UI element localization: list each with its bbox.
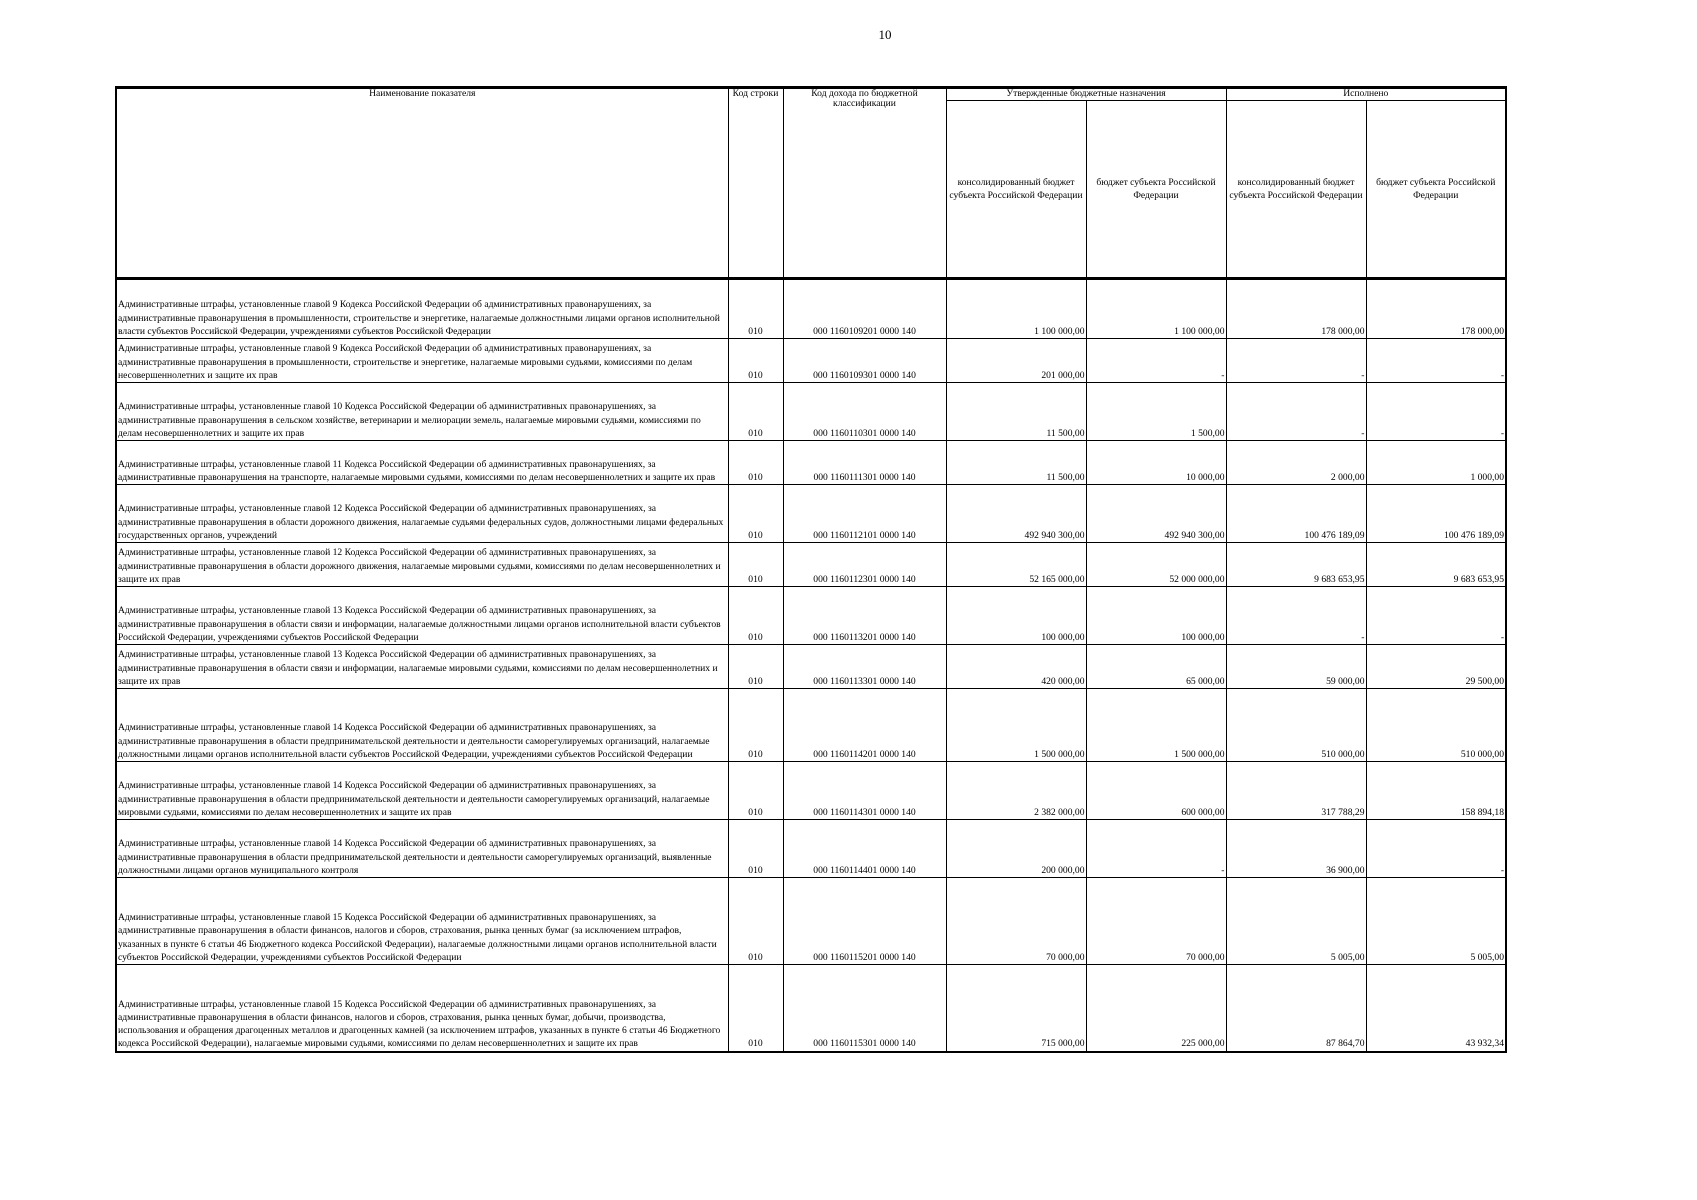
row-executed-consolidated: 9 683 653,95 bbox=[1226, 543, 1366, 587]
row-executed-consolidated: 317 788,29 bbox=[1226, 762, 1366, 820]
row-name: Административные штрафы, установленные главой 10 Кодекса Российской Федерации об административных правонарушениях, за административные правонарушения в сельском хозяйстве, ветеринарии и мелиорации земель, налагаемые мировыми судьями, комиссиями по делам несовершеннолетних и защите их прав bbox=[116, 383, 728, 441]
row-executed-subject: 100 476 189,09 bbox=[1366, 485, 1506, 543]
row-name: Административные штрафы, установленные главой 15 Кодекса Российской Федерации об административных правонарушениях, за административные правонарушения в области финансов, налогов и сборов, страхования, рынка ценных бумаг, добычи, производства, использования и обращения драгоценных металлов и драгоценных камней (за исключением штрафов, указанных в пункте 6 статьи 46 Бюджетного кодекса Российской Федерации), налагаемые мировыми судьями, комиссиями по делам несовершеннолетних и защите их прав bbox=[116, 965, 728, 1052]
row-approved-subject: 1 100 000,00 bbox=[1086, 279, 1226, 339]
row-approved-consolidated: 70 000,00 bbox=[946, 878, 1086, 965]
row-name: Административные штрафы, установленные главой 14 Кодекса Российской Федерации об административных правонарушениях, за административные правонарушения в области предпринимательской деятельности и деятельности саморегулируемых организаций, налагаемые должностными лицами органов исполнительной власти субъектов Российской Федерации, учреждениями субъектов Российской Федерации bbox=[116, 689, 728, 762]
table-row bbox=[116, 587, 1506, 645]
row-executed-consolidated: - bbox=[1226, 587, 1366, 645]
row-approved-subject: 600 000,00 bbox=[1086, 762, 1226, 820]
row-approved-consolidated: 100 000,00 bbox=[946, 587, 1086, 645]
row-line-code: 010 bbox=[728, 878, 783, 965]
row-name: Административные штрафы, установленные главой 15 Кодекса Российской Федерации об административных правонарушениях, за административные правонарушения в области финансов, налогов и сборов, страхования, рынка ценных бумаг (за исключением штрафов, указанных в пункте 6 статьи 46 Бюджетного кодекса Российской Федерации), налагаемые должностными лицами органов исполнительной власти субъектов Российской Федерации, учреждениями субъектов Российской Федерации bbox=[116, 878, 728, 965]
row-name: Административные штрафы, установленные главой 13 Кодекса Российской Федерации об административных правонарушениях, за административные правонарушения в области связи и информации, налагаемые мировыми судьями, комиссиями по делам несовершеннолетних и защите их прав bbox=[116, 645, 728, 689]
row-approved-consolidated: 715 000,00 bbox=[946, 965, 1086, 1052]
header-executed-subject: бюджет субъекта Российской Федерации bbox=[1366, 101, 1506, 279]
row-name: Административные штрафы, установленные главой 12 Кодекса Российской Федерации об административных правонарушениях, за административные правонарушения в области дорожного движения, налагаемые мировыми судьями, комиссиями по делам несовершеннолетних и защите их прав bbox=[116, 543, 728, 587]
row-line-code: 010 bbox=[728, 689, 783, 762]
row-approved-subject: 52 000 000,00 bbox=[1086, 543, 1226, 587]
row-approved-consolidated: 52 165 000,00 bbox=[946, 543, 1086, 587]
row-approved-consolidated: 492 940 300,00 bbox=[946, 485, 1086, 543]
row-executed-consolidated: - bbox=[1226, 383, 1366, 441]
table-row bbox=[116, 383, 1506, 441]
row-line-code: 010 bbox=[728, 645, 783, 689]
row-income-code: 000 1160115301 0000 140 bbox=[783, 965, 946, 1052]
table-row bbox=[116, 965, 1506, 1052]
table-body bbox=[116, 279, 1506, 1052]
row-name: Административные штрафы, установленные главой 9 Кодекса Российской Федерации об административных правонарушениях, за административные правонарушения в промышленности, строительстве и энергетике, налагаемые мировыми судьями, комиссиями по делам несовершеннолетних и защите их прав bbox=[116, 339, 728, 383]
header-name: Наименование показателя bbox=[116, 88, 728, 279]
row-line-code: 010 bbox=[728, 383, 783, 441]
row-line-code: 010 bbox=[728, 587, 783, 645]
row-approved-consolidated: 1 100 000,00 bbox=[946, 279, 1086, 339]
row-name: Административные штрафы, установленные главой 14 Кодекса Российской Федерации об административных правонарушениях, за административные правонарушения в области предпринимательской деятельности и деятельности саморегулируемых организаций, выявленные должностными лицами органов муниципального контроля bbox=[116, 820, 728, 878]
row-executed-consolidated: - bbox=[1226, 339, 1366, 383]
row-approved-consolidated: 201 000,00 bbox=[946, 339, 1086, 383]
row-income-code: 000 1160115201 0000 140 bbox=[783, 878, 946, 965]
row-name: Административные штрафы, установленные главой 12 Кодекса Российской Федерации об административных правонарушениях, за административные правонарушения в области дорожного движения, налагаемые судьями федеральных судов, должностными лицами федеральных государственных органов, учреждений bbox=[116, 485, 728, 543]
row-approved-consolidated: 200 000,00 bbox=[946, 820, 1086, 878]
row-executed-subject: 9 683 653,95 bbox=[1366, 543, 1506, 587]
row-line-code: 010 bbox=[728, 543, 783, 587]
table-row bbox=[116, 441, 1506, 485]
row-executed-subject: - bbox=[1366, 339, 1506, 383]
row-line-code: 010 bbox=[728, 485, 783, 543]
table-row bbox=[116, 878, 1506, 965]
table-row bbox=[116, 762, 1506, 820]
row-executed-subject: 158 894,18 bbox=[1366, 762, 1506, 820]
row-executed-consolidated: 59 000,00 bbox=[1226, 645, 1366, 689]
row-income-code: 000 1160113301 0000 140 bbox=[783, 645, 946, 689]
row-executed-subject: 510 000,00 bbox=[1366, 689, 1506, 762]
row-income-code: 000 1160114301 0000 140 bbox=[783, 762, 946, 820]
header-executed-consolidated: консолидированный бюджет субъекта Российской Федерации bbox=[1226, 101, 1366, 279]
table-row bbox=[116, 645, 1506, 689]
row-income-code: 000 1160109201 0000 140 bbox=[783, 279, 946, 339]
header-approved-consolidated: консолидированный бюджет субъекта Российской Федерации bbox=[946, 101, 1086, 279]
row-executed-consolidated: 100 476 189,09 bbox=[1226, 485, 1366, 543]
row-executed-subject: 43 932,34 bbox=[1366, 965, 1506, 1052]
row-approved-subject: 492 940 300,00 bbox=[1086, 485, 1226, 543]
row-income-code: 000 1160113201 0000 140 bbox=[783, 587, 946, 645]
row-executed-consolidated: 510 000,00 bbox=[1226, 689, 1366, 762]
table-row bbox=[116, 543, 1506, 587]
row-approved-subject: 1 500 000,00 bbox=[1086, 689, 1226, 762]
row-name: Административные штрафы, установленные главой 9 Кодекса Российской Федерации об административных правонарушениях, за административные правонарушения в промышленности, строительстве и энергетике, налагаемые должностными лицами органов исполнительной власти субъектов Российской Федерации, учреждениями субъектов Российской Федерации bbox=[116, 279, 728, 339]
row-executed-consolidated: 5 005,00 bbox=[1226, 878, 1366, 965]
row-executed-subject: 178 000,00 bbox=[1366, 279, 1506, 339]
row-approved-subject: 1 500,00 bbox=[1086, 383, 1226, 441]
row-approved-subject: - bbox=[1086, 820, 1226, 878]
row-approved-consolidated: 420 000,00 bbox=[946, 645, 1086, 689]
table-row bbox=[116, 279, 1506, 339]
row-approved-consolidated: 2 382 000,00 bbox=[946, 762, 1086, 820]
row-executed-subject: - bbox=[1366, 587, 1506, 645]
row-income-code: 000 1160114401 0000 140 bbox=[783, 820, 946, 878]
row-executed-consolidated: 36 900,00 bbox=[1226, 820, 1366, 878]
row-line-code: 010 bbox=[728, 820, 783, 878]
table-row bbox=[116, 820, 1506, 878]
row-approved-subject: 70 000,00 bbox=[1086, 878, 1226, 965]
row-name: Административные штрафы, установленные главой 11 Кодекса Российской Федерации об административных правонарушениях, за административные правонарушения на транспорте, налагаемые мировыми судьями, комиссиями по делам несовершеннолетних и защите их прав bbox=[116, 441, 728, 485]
row-approved-subject: 225 000,00 bbox=[1086, 965, 1226, 1052]
row-executed-consolidated: 178 000,00 bbox=[1226, 279, 1366, 339]
row-executed-consolidated: 2 000,00 bbox=[1226, 441, 1366, 485]
row-income-code: 000 1160114201 0000 140 bbox=[783, 689, 946, 762]
row-line-code: 010 bbox=[728, 762, 783, 820]
row-executed-consolidated: 87 864,70 bbox=[1226, 965, 1366, 1052]
row-approved-consolidated: 11 500,00 bbox=[946, 441, 1086, 485]
row-income-code: 000 1160110301 0000 140 bbox=[783, 383, 946, 441]
row-approved-subject: 10 000,00 bbox=[1086, 441, 1226, 485]
header-income-code: Код дохода по бюджетной классификации bbox=[783, 88, 946, 279]
row-income-code: 000 1160112301 0000 140 bbox=[783, 543, 946, 587]
table-row bbox=[116, 689, 1506, 762]
header-approved-group: Утвержденные бюджетные назначения bbox=[946, 88, 1226, 101]
budget-report-table bbox=[115, 86, 1507, 1053]
row-executed-subject: - bbox=[1366, 383, 1506, 441]
row-executed-subject: 5 005,00 bbox=[1366, 878, 1506, 965]
row-approved-subject: 100 000,00 bbox=[1086, 587, 1226, 645]
row-approved-consolidated: 1 500 000,00 bbox=[946, 689, 1086, 762]
table-row bbox=[116, 485, 1506, 543]
row-executed-subject: - bbox=[1366, 820, 1506, 878]
row-name: Административные штрафы, установленные главой 14 Кодекса Российской Федерации об административных правонарушениях, за административные правонарушения в области предпринимательской деятельности и деятельности саморегулируемых организаций, налагаемые мировыми судьями, комиссиями по делам несовершеннолетних и защите их прав bbox=[116, 762, 728, 820]
row-income-code: 000 1160109301 0000 140 bbox=[783, 339, 946, 383]
row-income-code: 000 1160112101 0000 140 bbox=[783, 485, 946, 543]
row-line-code: 010 bbox=[728, 965, 783, 1052]
row-line-code: 010 bbox=[728, 339, 783, 383]
page-number: 10 bbox=[878, 27, 892, 42]
row-approved-consolidated: 11 500,00 bbox=[946, 383, 1086, 441]
row-line-code: 010 bbox=[728, 441, 783, 485]
row-executed-subject: 1 000,00 bbox=[1366, 441, 1506, 485]
header-line-code: Код строки bbox=[728, 88, 783, 279]
row-name: Административные штрафы, установленные главой 13 Кодекса Российской Федерации об административных правонарушениях, за административные правонарушения в области связи и информации, налагаемые должностными лицами органов исполнительной власти субъектов Российской Федерации, учреждениями субъектов Российской Федерации bbox=[116, 587, 728, 645]
row-approved-subject: 65 000,00 bbox=[1086, 645, 1226, 689]
header-approved-subject: бюджет субъекта Российской Федерации bbox=[1086, 101, 1226, 279]
row-line-code: 010 bbox=[728, 279, 783, 339]
table-row bbox=[116, 339, 1506, 383]
header-executed-group: Исполнено bbox=[1226, 88, 1506, 101]
row-executed-subject: 29 500,00 bbox=[1366, 645, 1506, 689]
row-approved-subject: - bbox=[1086, 339, 1226, 383]
row-income-code: 000 1160111301 0000 140 bbox=[783, 441, 946, 485]
